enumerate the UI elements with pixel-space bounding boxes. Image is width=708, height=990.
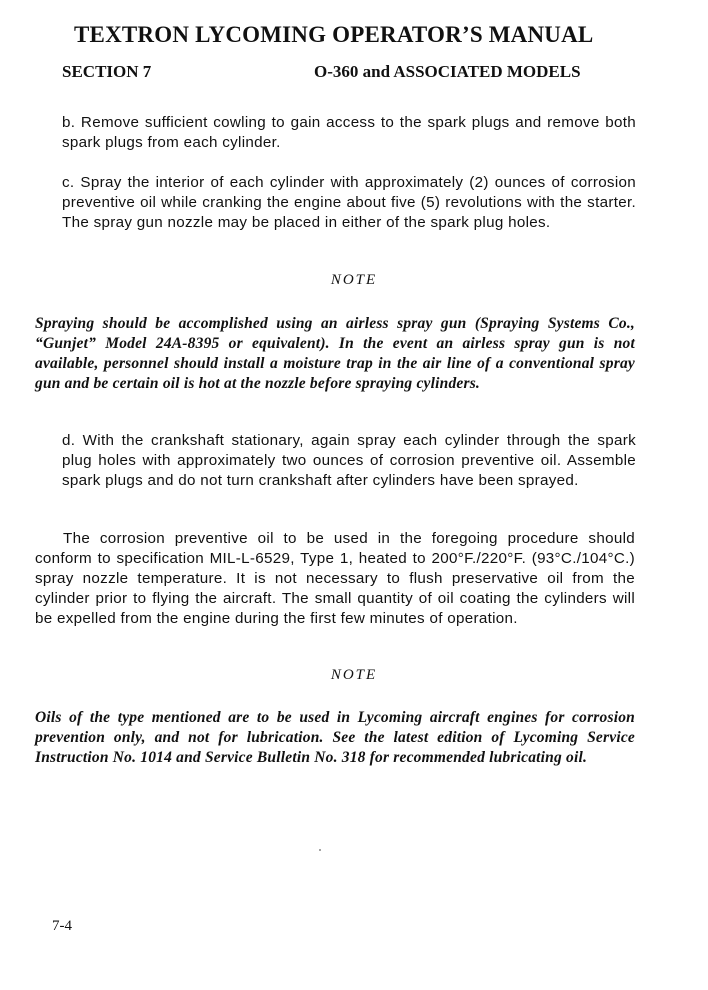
note-1-text: Spraying should be accomplished using an airless spray gun (Spraying Systems Co., “Gunjet” Model 24A-8395 or equivalent). In the event an airless spray gun is not available, personnel should install a moisture trap in the air line of a conventional spray gun and be certain oil is hot at the nozzle before spraying cylinders. <box>35 315 635 392</box>
manual-title: TEXTRON LYCOMING OPERATOR’S MANUAL <box>74 22 594 47</box>
note-1-heading: NOTE <box>330 272 378 288</box>
models-label: O-360 and ASSOCIATED MODELS <box>314 62 581 81</box>
scan-speck <box>319 849 321 851</box>
step-d-paragraph: d. With the crankshaft stationary, again spray each cylinder through the spark plug holes with approximately two ounces of corrosion preventive oil. Assemble spark plugs and do not turn crankshaft after cylinders have been sprayed. <box>62 432 636 489</box>
step-b-paragraph: b. Remove sufficient cowling to gain access to the spark plugs and remove both spark plugs from each cylinder. <box>62 114 636 151</box>
note-2-text: Oils of the type mentioned are to be used in Lycoming aircraft engines for corrosion prevention only, and not for lubrication. See the latest edition of Lycoming Service Instruction No. 1014 and Service Bulletin No. 318 for recommended lubricating oil. <box>35 709 635 766</box>
step-c-paragraph: c. Spray the interior of each cylinder with approximately (2) ounces of corrosion preventive oil while cranking the engine about five (5) revolutions with the starter. The spray gun nozzle may be placed in either of the spark plug holes. <box>62 174 636 231</box>
note-2-heading: NOTE <box>330 667 378 683</box>
corrosion-oil-paragraph: The corrosion preventive oil to be used in the foregoing procedure should conform to specification MIL-L-6529, Type 1, heated to 200°F./220°F. (93°C./104°C.) spray nozzle temperature. It is not necessary to flush preservative oil from the cylinder prior to flying the aircraft. The small quantity of oil coating the cylinders will be expelled from the engine during the first few minutes of operation. <box>35 530 635 627</box>
page-number: 7-4 <box>52 918 72 934</box>
section-label: SECTION 7 <box>62 62 152 81</box>
